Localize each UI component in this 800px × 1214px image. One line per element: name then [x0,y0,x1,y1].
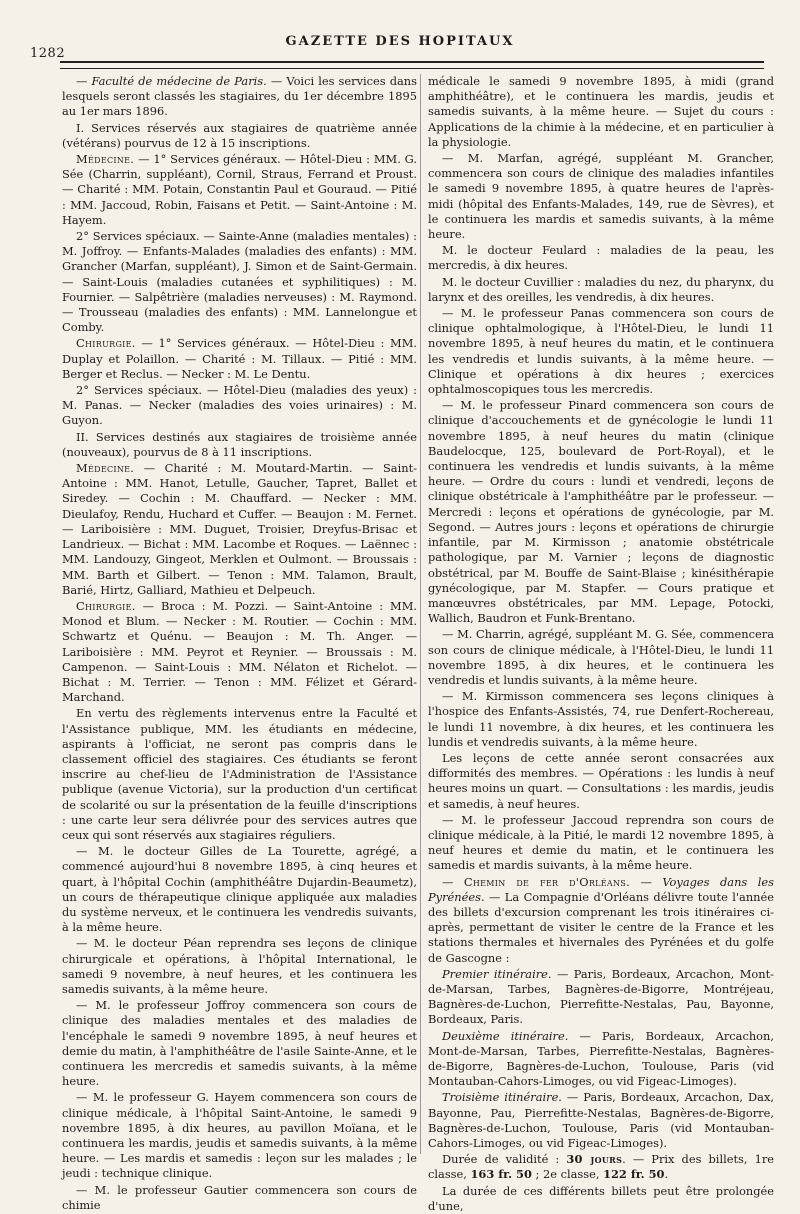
paragraph: — Faculté de médecine de Paris. — Voici les services dans lesquels seront classés les stagiaires, du 1er décembre 1895 au 1er mars 1896. [62,74,417,119]
paragraph: M. le docteur Cuvillier : maladies du nez, du pharynx, du larynx et des oreilles, les vendredis, à dix heures. [428,274,774,304]
section-label: Chirurgie. [76,598,136,613]
paragraph: 2° Services spéciaux. — Sainte-Anne (maladies mentales) : M. Joffroy. — Enfants-Malades (maladies des enfants) : MM. Grancher (Marfan, suppléant), J. Simon et de Saint-Germain. — Saint-Louis (maladies cutanées et syphilitiques) : M. Fournier. — Salpêtrière (maladies nerveuses) : M. Raymond. — Trousseau (maladies des enfants) : MM. Lannelongue et Comby. [62,229,417,335]
paragraph: II. Services destinés aux stagiaires de troisième année (nouveaux), pourvus de 8 à 11 inscriptions. [62,429,417,459]
paragraph: — M. Charrin, agrégé, suppléant M. G. Sée, commencera son cours de clinique médicale, à l'Hôtel-Dieu, le lundi 11 novembre 1895, à dix heures, et le continuera les vendredis et lundis suivants, à la même heure. [428,627,774,687]
paragraph: I. Services réservés aux stagiaires de quatrième année (vétérans) pourvus de 12 à 15 inscriptions. [62,120,417,150]
section-title: Faculté de médecine de Paris. [91,74,267,88]
paragraph: Deuxième itinéraire. — Paris, Bordeaux, Arcachon, Mont-de-Marsan, Tarbes, Pierrefitte-Nestalas, Bagnères-de-Bigorre, Bagnères-de-Luchon, Toulouse, Paris (vid Montauban-Cahors-Limoges, ou vid Figeac-Limoges). [428,1028,774,1089]
paragraph: Troisième itinéraire. — Paris, Bordeaux, Arcachon, Dax, Bayonne, Pau, Pierrefitte-Nestalas, Bagnères-de-Bigorre, Bagnères-de-Luchon, Toulouse, Paris (vid Montauban-Cahors-Limoges, ou vid Figeac-Limoges). [428,1090,774,1151]
paragraph: — M. le professeur Pinard commencera son cours de clinique d'accouchements et de gynécologie le lundi 11 novembre 1895, à neuf heures du matin (clinique Baudelocque, 125, boulevard de Port-Royal), et le continuera les vendredis et lundis suivants, à la même heure. — Ordre du cours : lundi et vendredi, leçons de clinique obstétricale à l'amphithéâtre par le professeur. — Mercredi : leçons et opérations de gynécologie, par M. Segond. — Autres jours : leçons et opérations de chirurgie infantile, par M. Kirmisson ; anatomie obstétricale pathologique, par M. Varnier ; leçons de diagnostic obstétrical, par M. Bouffe de Saint-Blaise ; kinésithérapie gynécologique, par M. Stapfer. — Cours pratique et manœuvres obstétricales, par MM. Lepage, Potocki, Wallich, Baudron et Funk-Brentano. [428,398,774,626]
paragraph: Chirurgie. — Broca : M. Pozzi. — Saint-Antoine : MM. Monod et Blum. — Necker : M. Routier. — Cochin : MM. Schwartz et Quénu. — Beaujon : M. Th. Anger. — Lariboisière : MM. Peyrot et Reynier. — Broussais : M. Campenon. — Saint-Louis : MM. Nélaton et Richelot. — Bichat : M. Terrier. — Tenon : MM. Félizet et Gérard-Marchand. [62,598,417,705]
journal-title: GAZETTE DES HOPITAUX [285,34,515,49]
section-label: Médecine. [76,461,135,476]
paragraph: — M. le professeur Joffroy commencera son cours de clinique des maladies mentales et des maladies de l'encéphale le samedi 9 novembre 1895, à neuf heures et demie du matin, à l'amphithéâtre de l'asile Sainte-Anne, et le continuera les mercredis et samedis suivants, à la même heure. [62,998,417,1089]
price-second-class: 122 fr. 50 [603,1167,665,1182]
paragraph: En vertu des règlements intervenus entre la Faculté et l'Assistance publique, MM. les étudiants en médecine, aspirants à l'officiat, ne seront pas compris dans le classement officiel des stagiaires. Ces étudiants se feront inscrire au chef-lieu de l'Administration de l'Assistance publique (avenue Victoria), sur la production d'un certificat de scolarité ou sur la présentation de la feuille d'inscriptions : une carte leur sera délivrée pour des services autres que ceux qui sont réservés aux stagiaires réguliers. [62,706,417,842]
paragraph: Les leçons de cette année seront consacrées aux difformités des membres. — Opérations : les lundis à neuf heures moins un quart. — Consultations : les mardis, jeudis et samedis, à neuf heures. [428,750,774,811]
paragraph: — M. Kirmisson commencera ses leçons cliniques à l'hospice des Enfants-Assistés, 74, rue Denfert-Rochereau, le lundi 11 novembre, à dix heures, et les continuera les lundis et vendredis suivants, à la même heure. [428,689,774,749]
paragraph: — M. le docteur Gilles de La Tourette, agrégé, a commencé aujourd'hui 8 novembre 1895, à cinq heures et quart, à l'hôpital Cochin (amphithéâtre Dujardin-Beaumetz), un cours de thérapeutique clinique appliquée aux maladies du système nerveux, et le continuera les vendredis suivants, à la même heure. [62,844,417,935]
section-label: Chirurgie. [76,336,136,351]
paragraph: La durée de ces différents billets peut être prolongée d'une, [428,1183,774,1213]
section-label: Chemin de fer d'Orléans. [463,874,631,889]
paragraph: Médecine. — 1° Services généraux. — Hôtel-Dieu : MM. G. Sée (Charrin, suppléant), Cornil, Straus, Ferrand et Proust. — Charité : MM. Potain, Constantin Paul et Gouraud. — Pitié : MM. Jaccoud, Robin, Faisans et Petit. — Saint-Antoine : M. Hayem. [62,152,417,227]
section-title: Voyages dans les Pyrénées. [428,874,774,904]
paragraph: — M. le professeur Panas commencera son cours de clinique ophtalmologique, à l'Hôtel-Dieu, le lundi 11 novembre 1895, à neuf heures du matin, et le continuera les vendredis et lundis suivants, à la même heure. — Clinique et opérations à dix heures ; exercices ophtalmoscopiques tous les mercredis. [428,306,774,397]
itinerary-label: Deuxième itinéraire. [442,1028,569,1043]
paragraph: — M. Marfan, agrégé, suppléant M. Grancher, commencera son cours de clinique des maladies infantiles le samedi 9 novembre 1895, à quatre heures de l'après-midi (hôpital des Enfants-Malades, 149, rue de Sèvres), et le continuera les mardis et samedis suivants, à la même heure. [428,151,774,242]
header-rule [60,61,764,69]
right-column [428,74,775,1213]
paragraph: médicale le samedi 9 novembre 1895, à midi (grand amphithéâtre), et le continuera les mardis, jeudis et samedis suivants, à la même heure. — Sujet du cours : Applications de la chimie à la médecine, et en particulier à la physiologie. [428,74,774,149]
paragraph: Chirurgie. — 1° Services généraux. — Hôtel-Dieu : MM. Duplay et Polaillon. — Charité : M. Tillaux. — Pitié : MM. Berger et Reclus. — Necker : M. Le Dentu. [62,336,417,381]
price-first-class: 163 fr. 50 [470,1167,532,1182]
column-divider [420,74,421,1154]
validity-days: 30 jours [566,1152,623,1167]
paragraph: — M. le docteur Péan reprendra ses leçons de clinique chirurgicale et opérations, à l'hôpital International, le samedi 9 novembre, à neuf heures, et les continuera les samedis suivants, à la même heure. [62,936,417,996]
paragraph: 2° Services spéciaux. — Hôtel-Dieu (maladies des yeux) : M. Panas. — Necker (maladies des voies urinaires) : M. Guyon. [62,383,417,428]
itinerary-label: Troisième itinéraire. [442,1090,562,1105]
paragraph: Premier itinéraire. — Paris, Bordeaux, Arcachon, Mont-de-Marsan, Tarbes, Bagnères-de-Bigorre, Montréjeau, Bagnères-de-Luchon, Pierrefitte-Nestalas, Pau, Bayonne, Bordeaux, Paris. [428,966,775,1027]
itinerary-label: Premier itinéraire. [442,966,552,981]
paragraph: M. le docteur Feulard : maladies de la peau, les mercredis, à dix heures. [428,243,774,273]
section-label: Médecine. [76,152,135,167]
page-number: 1282 [30,46,66,61]
paragraph: — M. le professeur Jaccoud reprendra son cours de clinique médicale, à la Pitié, le mardi 12 novembre 1895, à neuf heures et demie du matin, et le continuera les samedis et mardis suivants, à la même heure. [428,812,774,873]
paragraph: Durée de validité : 30 jours. — Prix des billets, 1re classe, 163 fr. 50 ; 2e classe, 122 fr. 50. [428,1152,775,1182]
paragraph: — M. le professeur G. Hayem commencera son cours de clinique médicale, à l'hôpital Saint-Antoine, le samedi 9 novembre 1895, à dix heures, au pavillon Moïana, et le continuera les mardis, jeudis et samedis suivants, à la même heure. — Les mardis et samedis : leçon sur les malades ; le jeudi : technique clinique. [62,1090,417,1181]
left-column [62,74,417,1212]
paragraph: — M. le professeur Gautier commencera son cours de chimie [62,1182,417,1212]
paragraph: Médecine. — Charité : M. Moutard-Martin. — Saint-Antoine : MM. Hanot, Letulle, Gaucher, Tapret, Ballet et Siredey. — Cochin : M. Chauffard. — Necker : MM. Dieulafoy, Rendu, Huchard et Cuffer. — Beaujon : M. Fernet. — Lariboisière : MM. Duguet, Troisier, Dreyfus-Brisac et Landrieux. — Bichat : MM. Lacombe et Roques. — Laënnec : MM. Landouzy, Gingeot, Merklen et Oulmont. — Broussais : MM. Barth et Gilbert. — Tenon : MM. Talamon, Brault, Barié, Hirtz, Galliard, Mathieu et Delpeuch. [62,461,417,597]
paragraph: — Chemin de fer d'Orléans. — Voyages dans les Pyrénées. — La Compagnie d'Orléans délivre toute l'année des billets d'excursion comprenant les trois itinéraires ci-après, permettant de visiter le centre de la France et les stations thermales et hivernales des Pyrénées et du golfe de Gascogne : [428,874,774,965]
